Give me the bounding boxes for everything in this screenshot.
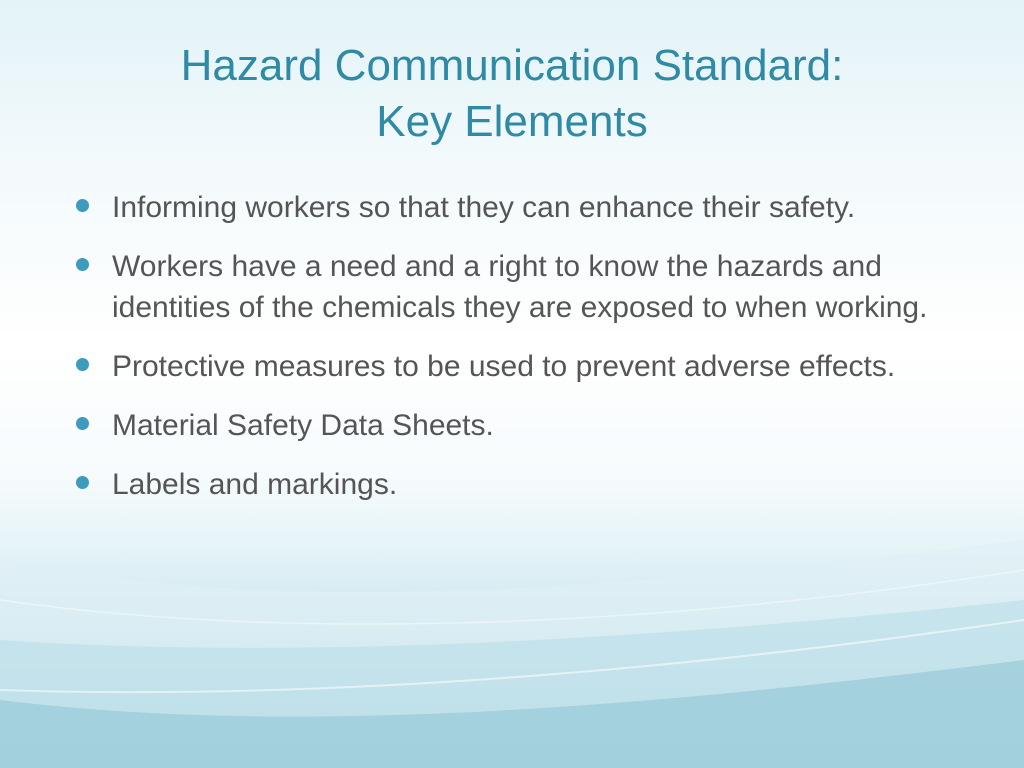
bullet-dot-icon — [76, 476, 89, 489]
bullet-text: Material Safety Data Sheets. — [112, 409, 494, 442]
slide-title-line-1: Hazard Communication Standard: — [180, 41, 844, 90]
bullet-text: Informing workers so that they can enhance their safety. — [112, 191, 856, 224]
bullet-dot-icon — [76, 358, 89, 371]
bullet-list — [70, 187, 950, 523]
bullet-text: Labels and markings. — [112, 468, 398, 501]
bullet-item — [70, 464, 950, 505]
bullet-dot-icon — [76, 417, 89, 430]
bullet-text: Protective measures to be used to prevent adverse effects. — [112, 350, 896, 383]
bullet-item — [70, 405, 950, 446]
slide-title — [60, 38, 964, 150]
bullet-text: Workers have a need and a right to know the hazards and identities of the chemicals they are exposed to when working. — [112, 250, 928, 324]
bullet-dot-icon — [76, 258, 89, 271]
bullet-item — [70, 346, 950, 387]
bullet-dot-icon — [76, 199, 89, 212]
bullet-item — [70, 246, 950, 328]
slide-title-line-2: Key Elements — [376, 97, 648, 146]
bullet-item — [70, 187, 950, 228]
